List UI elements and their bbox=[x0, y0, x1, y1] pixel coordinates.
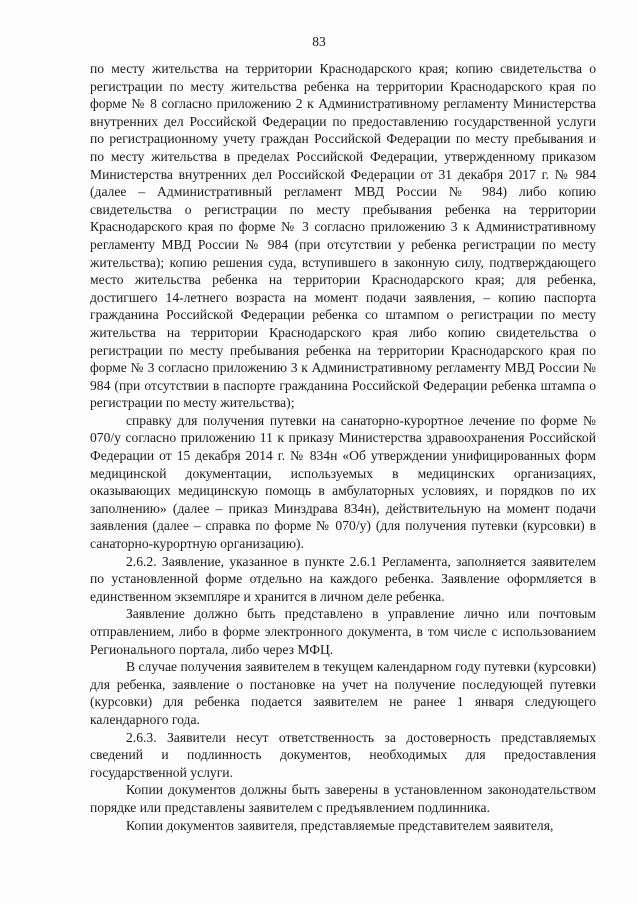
paragraph-certified-copies: Копии документов должны быть заверены в установленном законодательством порядке или представлены заявителем с предъявлением подлинника. bbox=[90, 782, 596, 815]
paragraph-next-year-application: В случае получения заявителем в текущем календарном году путевки (курсовки) для ребенка, заявление о постановке на учет на получение последующей путевки (курсовки) для ребенка подается заявителем не ранее 1 января следующего календарного года. bbox=[90, 659, 596, 727]
paragraph-representative-copies: Копии документов заявителя, представляемые представителем заявителя, bbox=[126, 817, 554, 833]
paragraph-medical-certificate: справку для получения путевки на санаторно-курортное лечение по форме № 070/у согласно приложению 11 к приказу Министерства здравоохранения Российской Федерации от 15 декабря 2014 г. № 834н «Об утверждении унифицированных форм медицинской документации, используемых в медицинских организациях, оказывающих медицинскую помощь в амбулаторных условиях, и порядков по их заполнению» (далее – приказ Минздрава 834н), действительную на момент подачи заявления (далее – справка по форме № 070/у) (для получения путевки (курсовки) в санаторно-курортную организацию). bbox=[90, 412, 596, 552]
document-body bbox=[90, 60, 596, 834]
paragraph-2-6-3: 2.6.3. Заявители несут ответственность за достоверность представляемых сведений и подлинность документов, необходимых для предоставления государственной услуги. bbox=[90, 729, 596, 780]
page-number: 83 bbox=[312, 34, 326, 49]
paragraph-continuation: по месту жительства на территории Краснодарского края; копию свидетельства о регистрации по месту жительства ребенка на территории Краснодарского края по форме № 8 согласно приложению 2 к Административному регламенту Министерства внутренних дел Российской Федерации по предоставлению государственной услуги по регистрационному учету граждан Российской Федерации по месту пребывания и по месту жительства в пределах Российской Федерации, утвержденному приказом Министерства внутренних дел Российской Федерации от 31 декабря 2017 г. № 984 (далее – Административный регламент МВД России № 984) либо копию свидетельства о регистрации по месту пребывания ребенка на территории Краснодарского края по форме № 3 согласно приложению 3 к Административному регламенту МВД России № 984 (при отсутствии у ребенка регистрации по месту жительства); копию решения суда, вступившего в законную силу, подтверждающего место жительства ребенка на территории Краснодарского края; для ребенка, достигшего 14-летнего возраста на момент подачи заявления, – копию паспорта гражданина Российской Федерации ребенка со штампом о регистрации по месту жительства на территории Краснодарского края либо копию свидетельства о регистрации по месту пребывания ребенка на территории Краснодарского края по форме № 3 согласно приложению 3 к Административному регламенту МВД России № 984 (при отсутствии в паспорте гражданина Российской Федерации ребенка штампа о регистрации по месту жительства); bbox=[90, 61, 596, 411]
paragraph-submission-methods: Заявление должно быть представлено в управление лично или почтовым отправлением, либо в форме электронного документа, в том числе с использованием Регионального портала, либо через МФЦ. bbox=[90, 606, 596, 657]
paragraph-2-6-2: 2.6.2. Заявление, указанное в пункте 2.6.1 Регламента, заполняется заявителем по установленной форме отдельно на каждого ребенка. Заявление оформляется в единственном экземпляре и хранится в личном деле ребенка. bbox=[90, 553, 596, 604]
